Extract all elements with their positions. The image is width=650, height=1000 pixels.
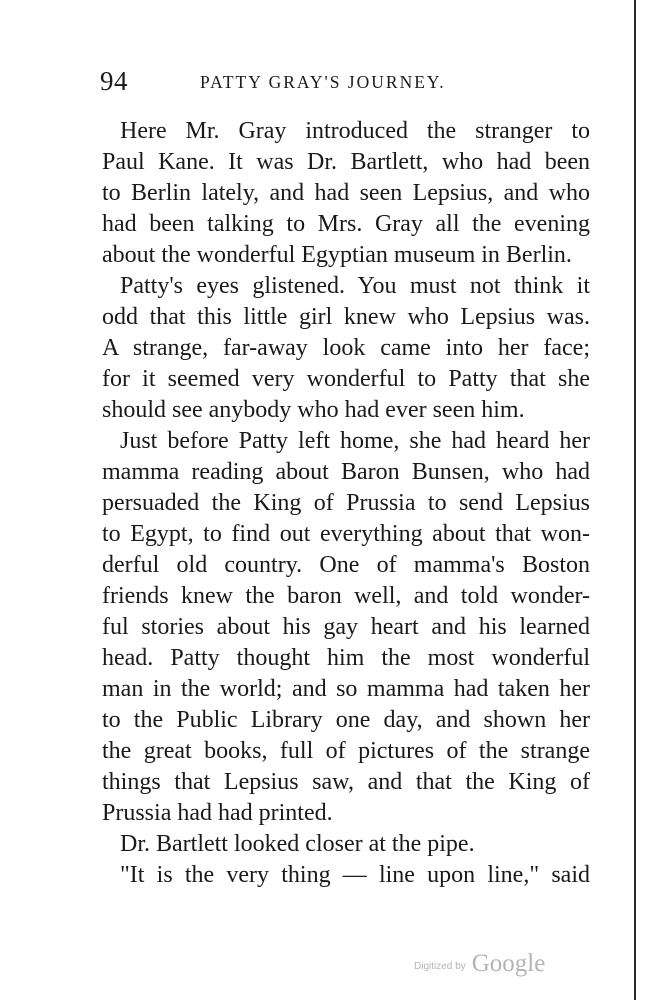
text-line: about the wonderful Egyptian museum in Berlin.	[102, 242, 572, 268]
text-line: Dr. Bartlett looked closer at the pipe.	[120, 831, 475, 857]
text-line: Paul Kane. It was Dr. Bartlett, who had been	[102, 149, 590, 175]
paragraph	[102, 426, 590, 829]
text-line: to the Public Library one day, and shown her	[102, 707, 590, 733]
watermark-google-logo: Google	[471, 950, 546, 977]
page-number: 94	[100, 66, 128, 96]
text-line: odd that this little girl knew who Lepsius was.	[102, 304, 590, 330]
text-line: to Berlin lately, and had seen Lepsius, and who	[102, 180, 590, 206]
body-text	[102, 116, 590, 891]
paragraph	[102, 271, 590, 426]
text-line: friends knew the baron well, and told wonder-	[102, 583, 590, 609]
text-line: to Egypt, to find out everything about that won-	[102, 521, 590, 547]
text-line: the great books, full of pictures of the strange	[102, 738, 590, 764]
page-header	[100, 64, 590, 100]
text-line: persuaded the King of Prussia to send Lepsius	[102, 490, 590, 516]
paragraph	[102, 829, 590, 860]
text-line: A strange, far-away look came into her face;	[102, 335, 590, 361]
page-edge-line	[634, 0, 636, 1000]
text-line: "It is the very thing — line upon line," said	[120, 862, 590, 888]
text-line: Here Mr. Gray introduced the stranger to	[120, 118, 590, 144]
digitized-watermark	[414, 950, 545, 980]
text-line: man in the world; and so mamma had taken her	[102, 676, 590, 702]
text-line: Prussia had had printed.	[102, 800, 333, 826]
text-line: head. Patty thought him the most wonderful	[102, 645, 590, 671]
text-line: mamma reading about Baron Bunsen, who had	[102, 459, 590, 485]
text-line: Just before Patty left home, she had heard her	[120, 428, 590, 454]
text-line: derful old country. One of mamma's Boston	[102, 552, 590, 578]
text-line: for it seemed very wonderful to Patty that she	[102, 366, 590, 392]
paragraph	[102, 860, 590, 891]
text-line: had been talking to Mrs. Gray all the evening	[102, 211, 590, 237]
text-line: ful stories about his gay heart and his learned	[102, 614, 590, 640]
watermark-digitized-by: Digitized by	[414, 961, 466, 972]
text-line: Patty's eyes glistened. You must not think it	[120, 273, 590, 299]
text-line: should see anybody who had ever seen him.	[102, 397, 525, 423]
running-title: PATTY GRAY'S JOURNEY.	[200, 72, 446, 92]
text-line: things that Lepsius saw, and that the King of	[102, 769, 590, 795]
paragraph	[102, 116, 590, 271]
